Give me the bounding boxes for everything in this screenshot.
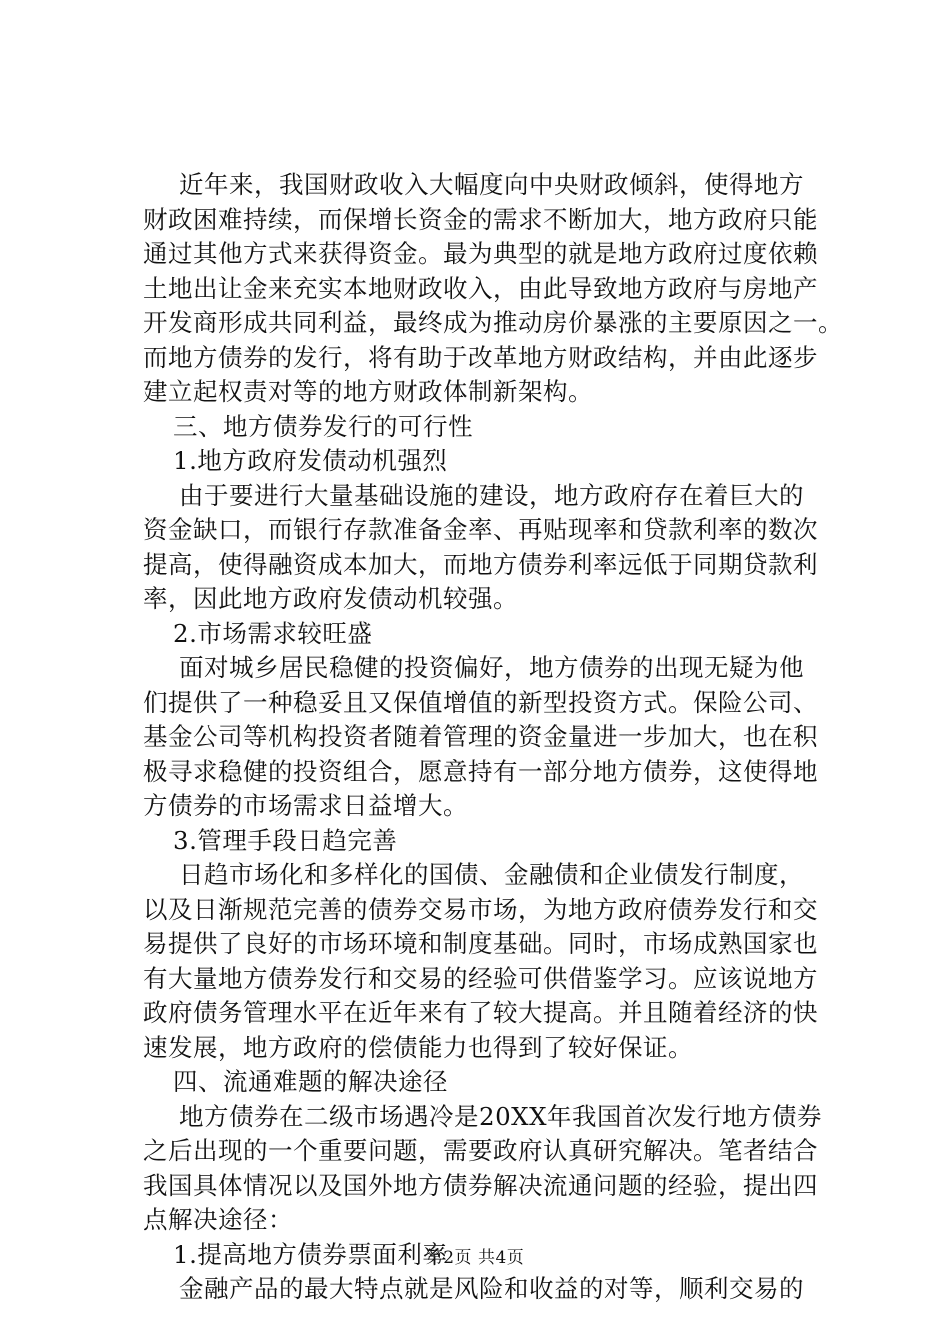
text-line: 日趋市场化和多样化的国债、金融债和企业债发行制度， [179,860,804,889]
text-line: 速发展，地方政府的偿债能力也得到了较好保证。 [143,1032,693,1062]
text-line: 而地方债券的发行，将有助于改革地方财政结构，并由此逐步 [143,342,818,372]
page-footer: 第2页 共4页 [425,1248,525,1268]
section-heading: 3.管理手段日趋完善 [173,825,398,855]
text-line: 面对城乡居民稳健的投资偏好，地方债券的出现无疑为他 [179,653,804,682]
section-heading: 2.市场需求较旺盛 [173,618,373,648]
text-line: 资金缺口，而银行存款准备金率、再贴现率和贷款利率的数次 [143,515,818,544]
text-line: 基金公司等机构投资者随着管理的资金量进一步加大，也在积 [143,722,818,751]
text-line: 金融产品的最大特点就是风险和收益的对等，顺利交易的 [179,1274,804,1303]
text-line: 率，因此地方政府发债动机较强。 [143,584,518,613]
section-heading: 1.地方政府发债动机强烈 [173,446,448,475]
section-heading: 四、流通难题的解决途径 [173,1067,448,1096]
text-line: 政府债务管理水平在近年来有了较大提高。并且随着经济的快 [143,998,818,1027]
text-line: 近年来，我国财政收入大幅度向中央财政倾斜，使得地方 [179,170,804,199]
text-line: 们提供了一种稳妥且又保值增值的新型投资方式。保险公司、 [143,687,818,717]
text-line: 之后出现的一个重要问题，需要政府认真研究解决。笔者结合 [143,1136,818,1165]
text-line: 地方债券在二级市场遇冷是20XX年我国首次发行地方债券 [179,1101,823,1131]
text-line: 提高，使得融资成本加大，而地方债券利率远低于同期贷款利 [143,549,818,579]
text-line: 我国具体情况以及国外地方债券解决流通问题的经验，提出四 [143,1170,818,1200]
text-line: 财政困难持续，而保增长资金的需求不断加大，地方政府只能 [143,204,818,234]
text-line: 易提供了良好的市场环境和制度基础。同时，市场成熟国家也 [143,929,818,958]
section-heading: 1.提高地方债券票面利率 [173,1239,448,1269]
text-line: 极寻求稳健的投资组合，愿意持有一部分地方债券，这使得地 [143,756,818,786]
text-line: 方债券的市场需求日益增大。 [143,791,468,820]
text-line: 点解决途径： [143,1205,293,1234]
section-heading: 三、地方债券发行的可行性 [173,411,473,441]
text-line: 开发商形成共同利益，最终成为推动房价暴涨的主要原因之一。 [143,308,843,337]
body-text [143,168,843,1307]
text-line: 有大量地方债券发行和交易的经验可供借鉴学习。应该说地方 [143,963,818,993]
text-line: 由于要进行大量基础设施的建设，地方政府存在着巨大的 [179,480,804,510]
text-line: 土地出让金来充实本地财政收入，由此导致地方政府与房地产 [143,273,818,303]
text-line: 建立起权责对等的地方财政体制新架构。 [143,377,593,406]
text-line: 通过其他方式来获得资金。最为典型的就是地方政府过度依赖 [143,239,818,268]
text-line: 以及日渐规范完善的债券交易市场，为地方政府债券发行和交 [143,894,818,924]
